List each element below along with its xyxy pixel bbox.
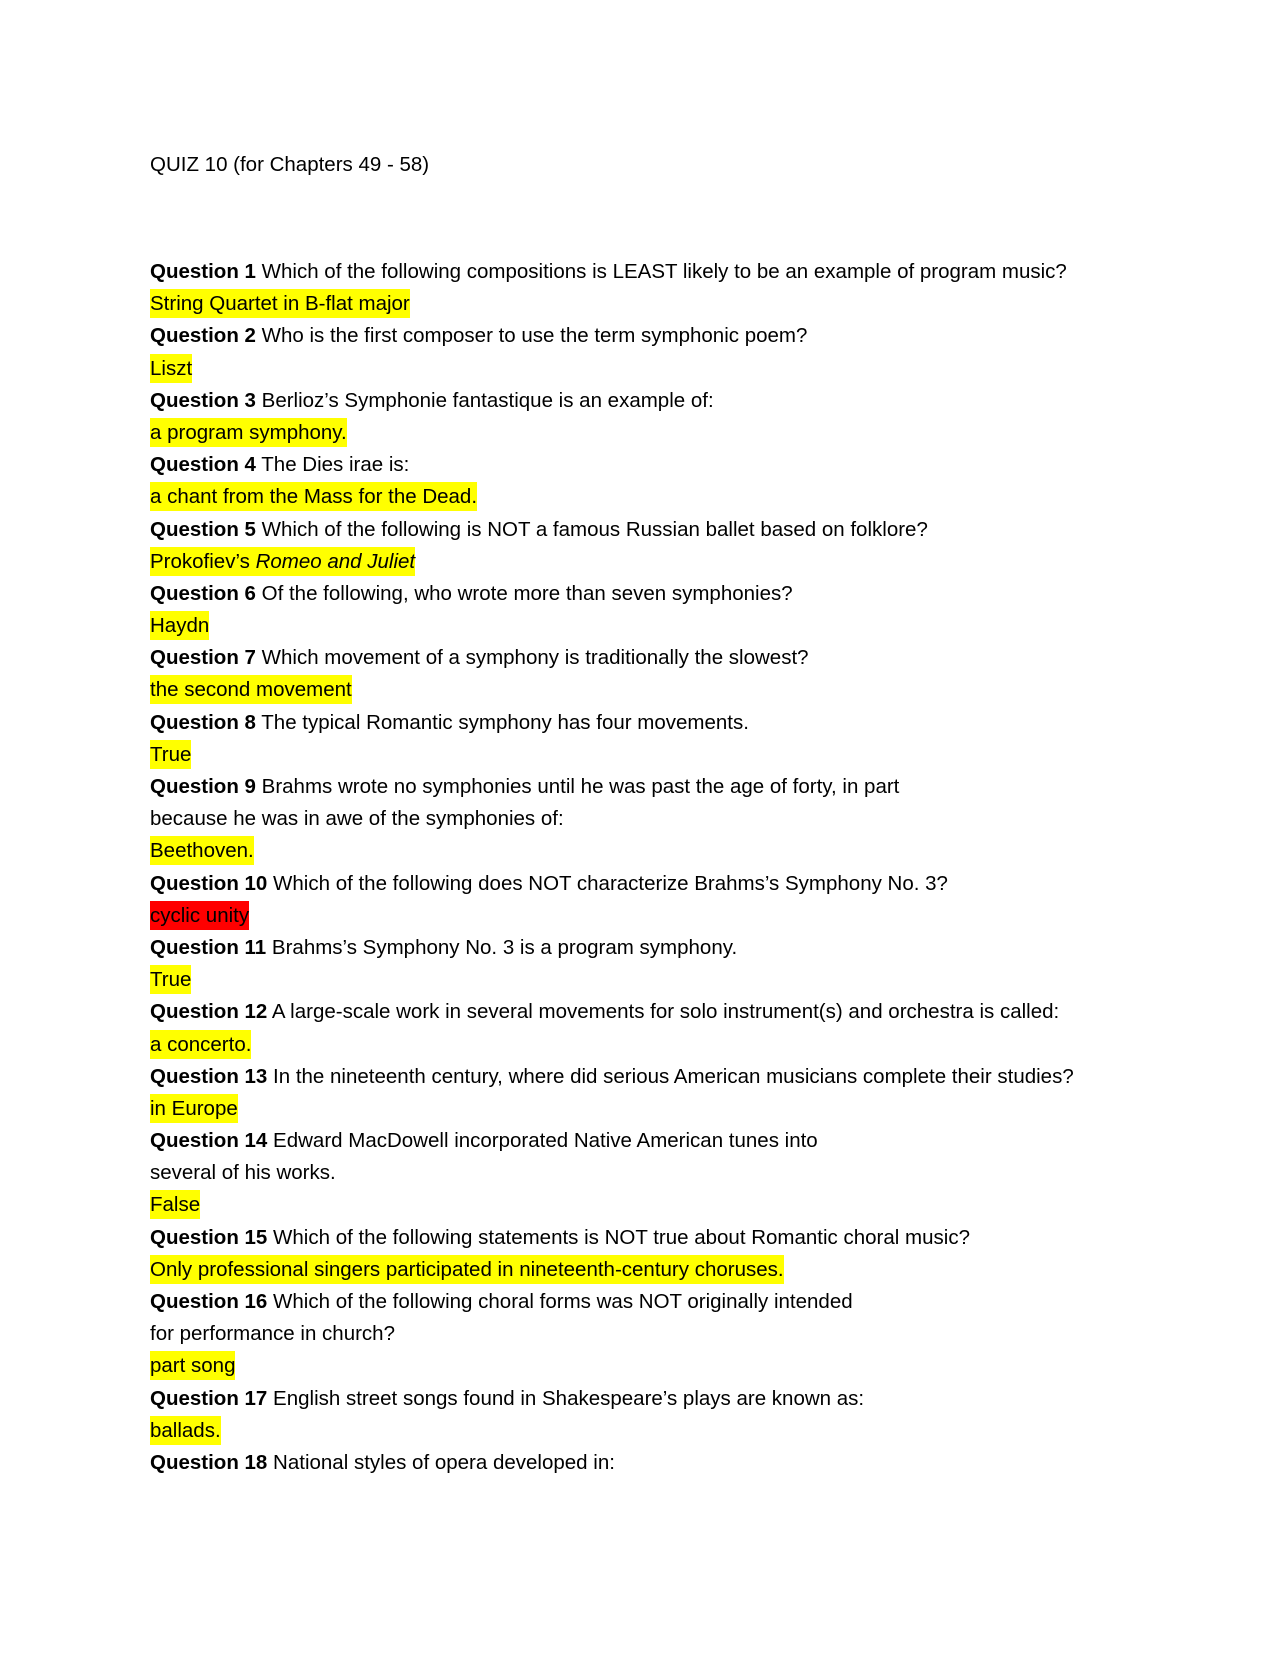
answer-line xyxy=(150,610,1190,642)
question-line xyxy=(150,996,1190,1028)
question-label: Question 2 xyxy=(150,324,256,348)
answer-highlight: part song xyxy=(150,1351,235,1380)
question-label: Question 5 xyxy=(150,517,256,541)
question-line xyxy=(150,642,1190,674)
question-label: Question 16 xyxy=(150,1290,268,1313)
answer-line xyxy=(150,417,1190,449)
answer-highlight xyxy=(150,547,415,576)
question-text: The Dies irae is: xyxy=(261,453,410,477)
question-label: Question 9 xyxy=(150,775,256,798)
question-text: Berlioz’s Symphonie fantastique is an example of: xyxy=(261,388,714,412)
question-line xyxy=(150,578,1190,610)
answer-line xyxy=(150,835,1190,867)
question-text: Which of the following does NOT characterize Brahms’s Symphony No. 3? xyxy=(273,871,948,895)
answer-line xyxy=(150,964,1190,996)
question-text: Which of the following compositions is LEAST likely to be an example of program music? xyxy=(261,260,1067,283)
question-line xyxy=(150,932,1190,964)
answer-highlight: Beethoven. xyxy=(150,836,254,865)
answer-line xyxy=(150,1350,1190,1382)
answer-highlight: the second movement xyxy=(150,675,352,704)
answer-line xyxy=(150,1029,1190,1061)
question-label: Question 14 xyxy=(150,1129,268,1153)
answer-line xyxy=(150,1093,1190,1125)
question-text: Brahms wrote no symphonies until he was past the age of forty, in part xyxy=(261,775,900,798)
question-line xyxy=(150,449,1190,481)
question-label: Question 18 xyxy=(150,1450,268,1474)
question-line xyxy=(150,1061,1190,1093)
question-label: Question 13 xyxy=(150,1064,268,1088)
question-label: Question 3 xyxy=(150,388,256,412)
question-line xyxy=(150,1447,1190,1479)
question-line xyxy=(150,1286,1190,1318)
answer-highlight: a chant from the Mass for the Dead. xyxy=(150,482,477,511)
question-continuation: several of his works. xyxy=(150,1161,336,1185)
question-label: Question 15 xyxy=(150,1225,268,1249)
question-label: Question 7 xyxy=(150,646,256,670)
answer-highlight: True xyxy=(150,965,191,994)
incorrect-answer-highlight: cyclic unity xyxy=(150,901,249,930)
question-line xyxy=(150,707,1190,739)
question-line xyxy=(150,514,1190,546)
question-text: English street songs found in Shakespeare’s plays are known as: xyxy=(273,1386,865,1410)
answer-prefix: Prokofiev’s xyxy=(150,549,256,573)
answer-highlight: Liszt xyxy=(150,354,192,383)
answer-highlight: ballads. xyxy=(150,1416,221,1445)
answer-line xyxy=(150,353,1190,385)
question-text: National styles of opera developed in: xyxy=(273,1450,615,1474)
answer-line xyxy=(150,481,1190,513)
answer-line xyxy=(150,288,1190,320)
question-list xyxy=(150,256,1190,1479)
question-label: Question 4 xyxy=(150,453,256,477)
question-text: Which of the following choral forms was NOT originally intended xyxy=(273,1290,853,1313)
question-text: A large-scale work in several movements for solo instrument(s) and orchestra is called: xyxy=(271,1000,1060,1024)
question-continuation: for performance in church? xyxy=(150,1322,395,1346)
question-text: Which of the following is NOT a famous Russian ballet based on folklore? xyxy=(261,517,928,541)
question-label: Question 10 xyxy=(150,871,268,895)
question-line xyxy=(150,1125,1190,1157)
answer-line xyxy=(150,1254,1190,1286)
question-continuation: because he was in awe of the symphonies of: xyxy=(150,807,564,831)
question-text: Which movement of a symphony is traditionally the slowest? xyxy=(261,646,809,670)
answer-highlight: Haydn xyxy=(150,611,209,640)
question-line xyxy=(150,771,1190,803)
answer-line xyxy=(150,674,1190,706)
question-text: The typical Romantic symphony has four movements. xyxy=(261,710,749,734)
answer-line xyxy=(150,1189,1190,1221)
question-label: Question 12 xyxy=(150,1000,268,1024)
answer-line xyxy=(150,1415,1190,1447)
answer-line xyxy=(150,900,1190,932)
question-label: Question 6 xyxy=(150,581,256,605)
answer-highlight: a program symphony. xyxy=(150,418,347,447)
question-label: Question 8 xyxy=(150,710,256,734)
question-text: Which of the following statements is NOT true about Romantic choral music? xyxy=(273,1225,970,1249)
answer-line xyxy=(150,739,1190,771)
question-text: Who is the first composer to use the term symphonic poem? xyxy=(261,324,808,348)
question-label: Question 1 xyxy=(150,260,256,283)
answer-highlight: Only professional singers participated in nineteenth-century choruses. xyxy=(150,1255,784,1284)
question-line xyxy=(150,868,1190,900)
question-text: Brahms’s Symphony No. 3 is a program symphony. xyxy=(271,935,738,959)
question-line xyxy=(150,1222,1190,1254)
answer-highlight: True xyxy=(150,740,191,769)
answer-highlight: in Europe xyxy=(150,1094,238,1123)
question-text: Edward MacDowell incorporated Native American tunes into xyxy=(273,1129,818,1153)
question-line xyxy=(150,385,1190,417)
question-text: Of the following, who wrote more than seven symphonies? xyxy=(261,581,793,605)
answer-highlight: a concerto. xyxy=(150,1030,251,1059)
answer-highlight: False xyxy=(150,1190,200,1219)
question-label: Question 11 xyxy=(150,935,267,959)
question-text: In the nineteenth century, where did serious American musicians complete their studies? xyxy=(273,1064,1074,1088)
question-line xyxy=(150,1383,1190,1415)
question-line xyxy=(150,320,1190,352)
answer-line xyxy=(150,546,1190,578)
page-title: QUIZ 10 (for Chapters 49 - 58) xyxy=(150,153,430,176)
answer-italic-title: Romeo and Juliet xyxy=(255,549,416,573)
answer-highlight: String Quartet in B-flat major xyxy=(150,289,410,318)
question-line xyxy=(150,256,1190,288)
question-label: Question 17 xyxy=(150,1386,268,1410)
